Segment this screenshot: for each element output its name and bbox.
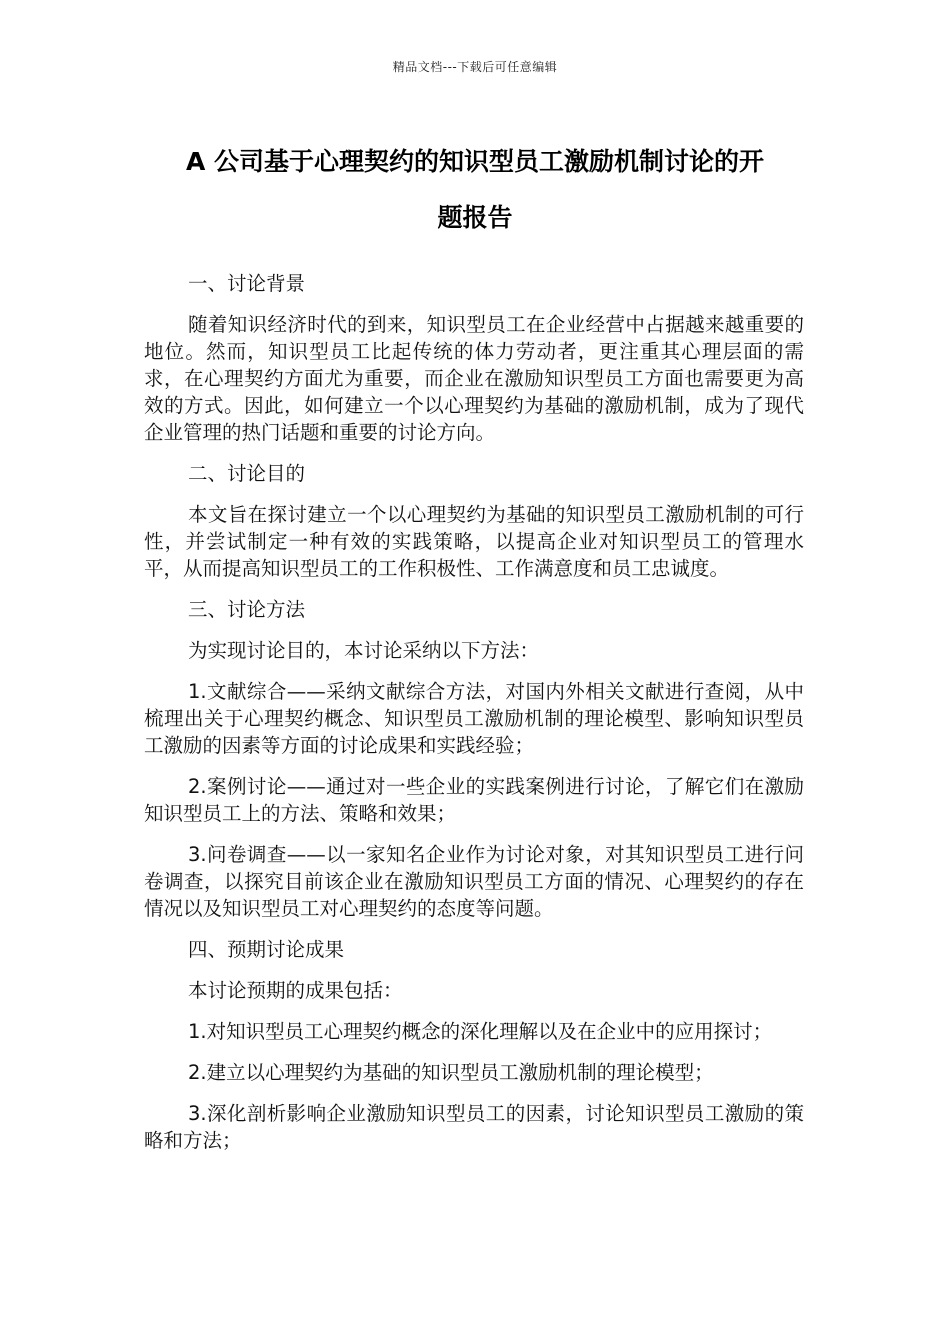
paragraph-background: 随着知识经济时代的到来，知识型员工在企业经营中占据越来越重要的地位。然而，知识型员工比起传统的体力劳动者，更注重其心理层面的需求，在心理契约方面尤为重要，而企业在激励知识型员工方面也需要更为高效的方式。因此，如何建立一个以心理契约为基础的激励机制，成为了现代企业管理的热门话题和重要的讨论方向。 bbox=[144, 313, 804, 444]
section-heading-background: 一、讨论背景 bbox=[188, 272, 306, 295]
list-item-method-3: 3.问卷调查——以一家知名企业作为讨论对象，对其知识型员工进行问卷调查，以探究目前该企业在激励知识型员工方面的情况、心理契约的存在情况以及知识型员工对心理契约的态度等问题。 bbox=[144, 843, 804, 920]
paragraph-method-intro: 为实现讨论目的，本讨论采纳以下方法： bbox=[188, 639, 540, 662]
paragraph-purpose: 本文旨在探讨建立一个以心理契约为基础的知识型员工激励机制的可行性，并尝试制定一种有效的实践策略，以提高企业对知识型员工的管理水平，从而提高知识型员工的工作积极性、工作满意度和员工忠诚度。 bbox=[144, 503, 804, 580]
list-item-method-2: 2.案例讨论——通过对一些企业的实践案例进行讨论，了解它们在激励知识型员工上的方法、策略和效果； bbox=[144, 775, 804, 825]
list-item-result-2: 2.建立以心理契约为基础的知识型员工激励机制的理论模型； bbox=[188, 1061, 714, 1084]
title-line-2: 题报告 bbox=[437, 203, 513, 232]
title-line-1: A 公司基于心理契约的知识型员工激励机制讨论的开 bbox=[185, 147, 765, 176]
section-heading-method: 三、讨论方法 bbox=[188, 598, 306, 621]
list-item-method-1: 1.文献综合——采纳文献综合方法，对国内外相关文献进行查阅，从中梳理出关于心理契约概念、知识型员工激励机制的理论模型、影响知识型员工激励的因素等方面的讨论成果和实践经验； bbox=[144, 680, 804, 757]
section-heading-results: 四、预期讨论成果 bbox=[188, 938, 345, 961]
document-title bbox=[140, 134, 810, 246]
paragraph-results-intro: 本讨论预期的成果包括： bbox=[188, 979, 403, 1002]
page-header: 精品文档---下载后可任意编辑 bbox=[392, 60, 558, 74]
list-item-result-3: 3.深化剖析影响企业激励知识型员工的因素，讨论知识型员工激励的策略和方法； bbox=[144, 1102, 804, 1152]
document-body bbox=[144, 270, 804, 1168]
list-item-result-1: 1.对知识型员工心理契约概念的深化理解以及在企业中的应用探讨； bbox=[188, 1020, 773, 1043]
section-heading-purpose: 二、讨论目的 bbox=[188, 462, 306, 485]
